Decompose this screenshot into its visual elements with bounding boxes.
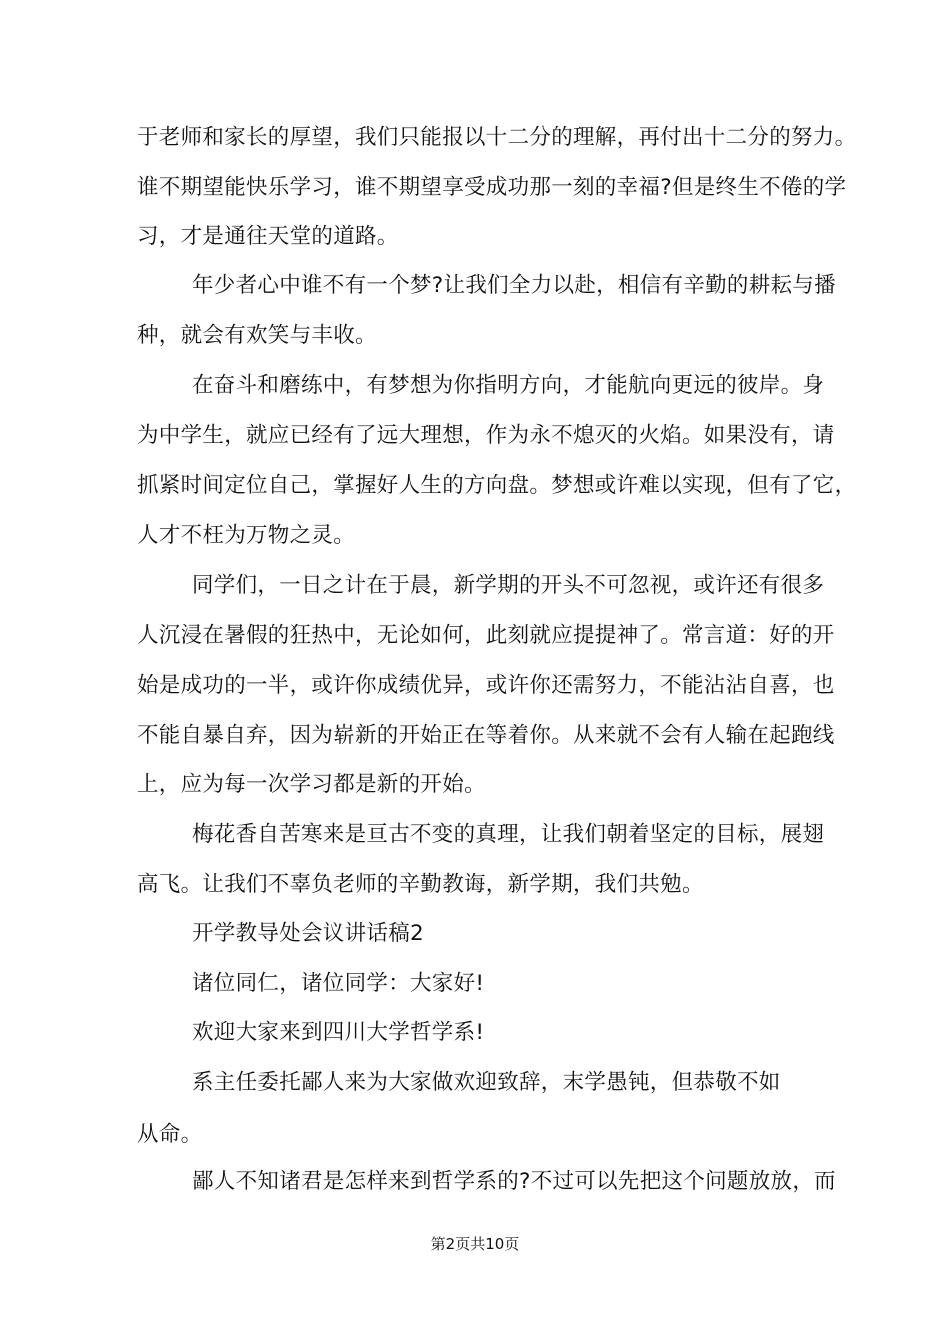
text-line: 人才不枉为万物之灵。 — [137, 523, 356, 548]
text-line: 高飞。让我们不辜负老师的辛勤教诲，新学期，我们共勉。 — [137, 872, 704, 897]
text-line: 在奋斗和磨练中，有梦想为你指明方向，才能航向更远的彼岸。身 — [192, 373, 825, 398]
text-line: 谁不期望能快乐学习，谁不期望享受成功那一刻的幸福?但是终生不倦的学 — [137, 175, 847, 200]
text-line: 从命。 — [137, 1122, 203, 1147]
text-line: 梅花香自苦寒来是亘古不变的真理，让我们朝着坚定的目标，展翅 — [192, 822, 825, 847]
text-line: 于老师和家长的厚望，我们只能报以十二分的理解，再付出十二分的努力。 — [137, 125, 857, 150]
text-line: 不能自暴自弃，因为崭新的开始正在等着你。从来就不会有人输在起跑线 — [137, 723, 835, 748]
text-line: 上，应为每一次学习都是新的开始。 — [137, 772, 486, 797]
text-line: 人沉浸在暑假的狂热中，无论如何，此刻就应提提神了。常言道：好的开 — [137, 623, 835, 648]
text-line: 习，才是通往天堂的道路。 — [137, 224, 399, 249]
text-line: 同学们，一日之计在于晨，新学期的开头不可忽视，或许还有很多 — [192, 573, 825, 598]
section-heading: 开学教导处会议讲话稿2 — [192, 921, 424, 946]
text-line: 种，就会有欢笑与丰收。 — [137, 323, 377, 348]
text-line: 抓紧时间定位自己，掌握好人生的方向盘。梦想或许难以实现，但有了它， — [137, 473, 857, 498]
text-line: 年少者心中谁不有一个梦?让我们全力以赴，相信有辛勤的耕耘与播 — [192, 273, 836, 298]
text-line: 诸位同仁，诸位同学：大家好! — [192, 971, 485, 996]
text-line: 欢迎大家来到四川大学哲学系! — [192, 1020, 485, 1045]
page-number: 第2页共10页 — [430, 1235, 520, 1253]
text-line: 鄙人不知诸君是怎样来到哲学系的?不过可以先把这个问题放放，而 — [192, 1169, 836, 1194]
text-line: 为中学生，就应已经有了远大理想，作为永不熄灭的火焰。如果没有，请 — [137, 423, 835, 448]
text-line: 系主任委托鄙人来为大家做欢迎致辞，末学愚钝，但恭敬不如 — [192, 1070, 781, 1095]
text-line: 始是成功的一半，或许你成绩优异，或许你还需努力，不能沾沾自喜，也 — [137, 673, 835, 698]
